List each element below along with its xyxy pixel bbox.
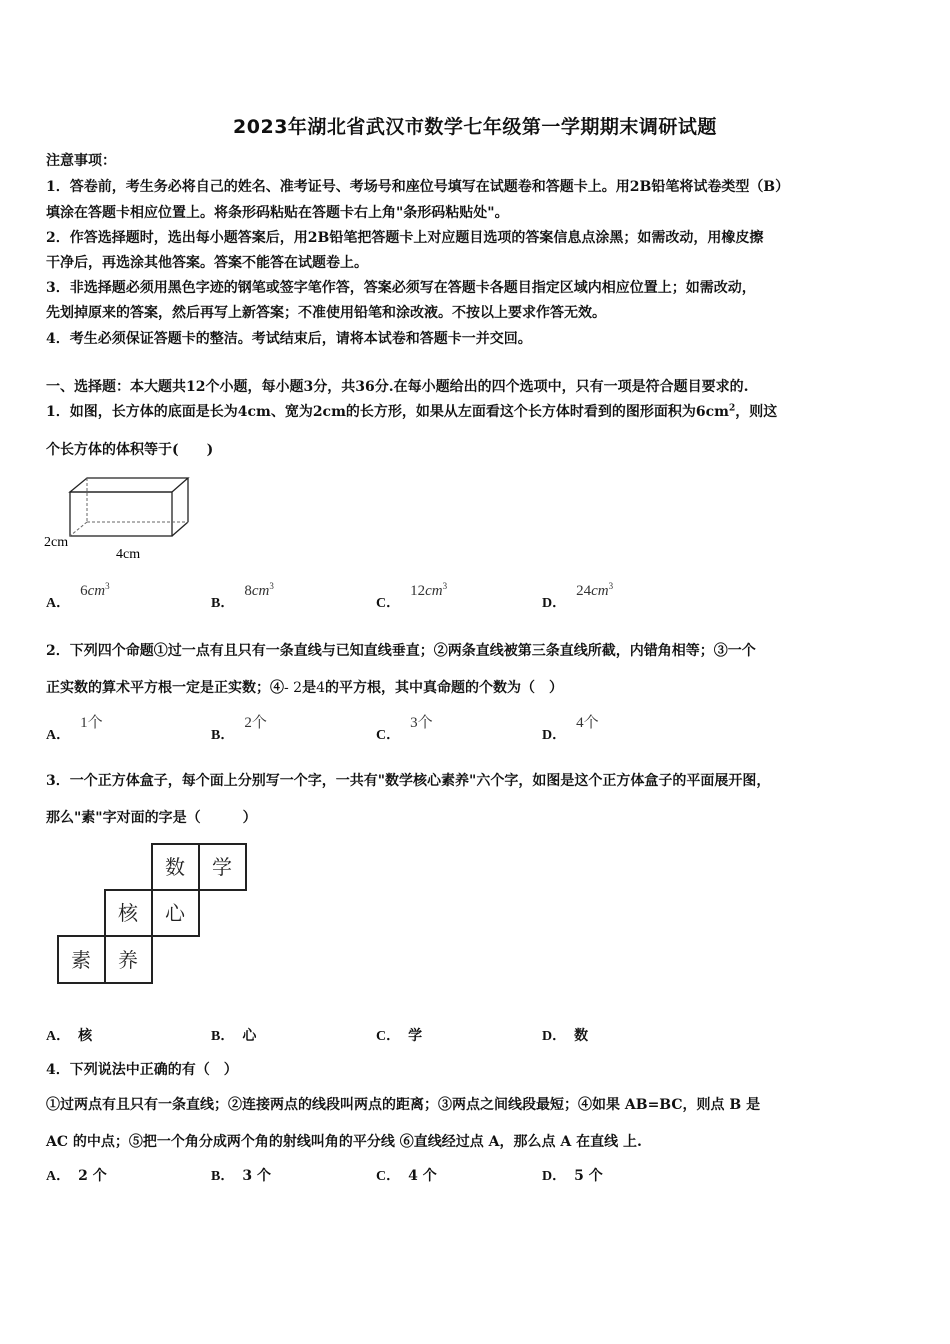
notice-line: 3．非选择题必须用黑色字迹的钢笔或签字笔作答，答案必须写在答题卡各题目指定区域内相应位置上；如需改动， [46, 280, 756, 296]
q3-stem-line2: 那么"素"字对面的字是（ ） [46, 810, 257, 826]
q1-option-a[interactable]: A．$6cm^3$ [46, 581, 110, 611]
notice-line: 2．作答选择题时，选出每小题答案后，用2B铅笔把答题卡上对应题目选项的答案信息点涂黑；如需改动，用橡皮擦 [46, 230, 764, 246]
q4-option-b[interactable]: B． 3 个 [211, 1168, 271, 1184]
net-cell-yang: 养 [118, 948, 138, 972]
section-heading: 一、选择题：本大题共12个小题，每小题3分，共36分.在每小题给出的四个选项中，只有一项是符合题目要求的. [46, 379, 749, 395]
q1-stem-line2: 个长方体的体积等于( ) [46, 442, 214, 458]
cuboid-figure [40, 472, 190, 564]
q2-option-a[interactable]: A．1个 [46, 715, 103, 743]
notice-line: 1．答卷前，考生务必将自己的姓名、准考证号、考场号和座位号填写在试题卷和答题卡上。用2B铅笔将试卷类型（B） [46, 179, 790, 195]
net-cell-he: 核 [118, 901, 138, 925]
notice-line: 填涂在答题卡相应位置上。将条形码粘贴在答题卡右上角"条形码粘贴处"。 [46, 205, 509, 221]
q3-option-b[interactable]: B． 心 [211, 1028, 257, 1044]
q2-option-d[interactable]: D．4个 [542, 715, 599, 743]
notice-line: 干净后，再选涂其他答案。答案不能答在试题卷上。 [46, 255, 368, 271]
q3-option-d[interactable]: D． 数 [542, 1028, 589, 1044]
notice-line: 4．考生必须保证答题卡的整洁。考试结束后，请将本试卷和答题卡一并交回。 [46, 331, 532, 347]
q2-stem-line2: 正实数的算术平方根一定是正实数；④- 2是4的平方根，其中真命题的个数为（ ） [46, 680, 564, 696]
net-cell-xin: 心 [165, 901, 185, 925]
q1-stem-line1: 1．如图，长方体的底面是长为4cm、宽为2cm的长方形，如果从左面看这个长方体时看到的图形面积为$6cm^2$，则这 [46, 403, 778, 420]
q2-option-c[interactable]: C．3个 [376, 715, 433, 743]
label-width: 2cm [44, 535, 69, 550]
net-cell-shu: 数 [165, 855, 185, 879]
q4-stem-line3: AC 的中点；⑤把一个角分成两个角的射线叫角的平分线 ⑥直线经过点 A，那么点 A 在直线 上. [46, 1134, 642, 1150]
q1-option-b[interactable]: B．$8cm^3$ [211, 581, 274, 611]
page-title: 2023年湖北省武汉市数学七年级第一学期期末调研试题 [233, 116, 717, 138]
notice-heading: 注意事项： [46, 153, 116, 169]
label-length: 4cm [116, 547, 141, 562]
net-cell-su: 素 [71, 948, 91, 972]
q4-option-a[interactable]: A． 2 个 [46, 1168, 107, 1184]
q3-stem-line1: 3．一个正方体盒子，每个面上分别写一个字，一共有"数学核心素养"六个字，如图是这个正方体盒子的平面展开图， [46, 773, 771, 789]
notice-line: 先划掉原来的答案，然后再写上新答案；不准使用铅笔和涂改液。不按以上要求作答无效。 [46, 305, 606, 321]
q4-stem-line2: ①过两点有且只有一条直线；②连接两点的线段叫两点的距离；③两点之间线段最短；④如果 AB=BC，则点 B 是 [46, 1097, 761, 1113]
q3-option-a[interactable]: A． 核 [46, 1028, 93, 1044]
q1-option-c[interactable]: C．$12cm^3$ [376, 581, 448, 611]
cube-net-figure [56, 842, 252, 988]
q3-option-c[interactable]: C． 学 [376, 1028, 423, 1044]
q2-option-b[interactable]: B．2个 [211, 715, 267, 743]
q4-option-d[interactable]: D． 5 个 [542, 1168, 603, 1184]
q4-stem-line1: 4．下列说法中正确的有（ ） [46, 1062, 238, 1078]
net-cell-xue: 学 [212, 855, 232, 879]
q4-option-c[interactable]: C． 4 个 [376, 1168, 437, 1184]
q1-option-d[interactable]: D．$24cm^3$ [542, 581, 614, 611]
q2-stem-line1: 2．下列四个命题①过一点有且只有一条直线与已知直线垂直；②两条直线被第三条直线所截，内错角相等；③一个 [46, 643, 756, 659]
